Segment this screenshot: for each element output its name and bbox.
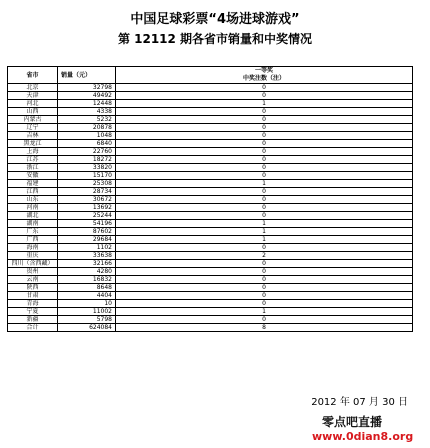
header-win-count: 中奖注数（注） — [242, 75, 285, 82]
sales-table — [7, 66, 413, 332]
cell-wins: 1 — [116, 180, 413, 188]
report-date: 2012 年 07 月 30 日 — [311, 397, 408, 408]
cell-province: 贵州 — [8, 268, 58, 276]
cell-sales: 624084 — [58, 324, 116, 332]
cell-wins: 8 — [116, 324, 413, 332]
cell-province: 海南 — [8, 244, 58, 252]
report-subtitle: 第 12112 期各省市销量和中奖情况 — [117, 32, 313, 46]
brand-url[interactable]: www.0dian8.org — [312, 430, 414, 443]
table-row — [8, 228, 413, 236]
cell-sales: 54196 — [58, 220, 116, 228]
cell-province: 四川（含西藏） — [8, 260, 58, 268]
table-row — [8, 116, 413, 124]
cell-wins: 0 — [116, 300, 413, 308]
cell-province: 宁夏 — [8, 308, 58, 316]
table-row — [8, 188, 413, 196]
cell-sales: 15170 — [58, 172, 116, 180]
cell-wins: 0 — [116, 92, 413, 100]
cell-wins: 0 — [116, 84, 413, 92]
cell-province: 内蒙古 — [8, 116, 58, 124]
report-title: 中国足球彩票“4场进球游戏” — [130, 12, 300, 27]
cell-sales: 4280 — [58, 268, 116, 276]
table-row — [8, 92, 413, 100]
table-row — [8, 100, 413, 108]
header-sales: 销量（元） — [58, 67, 116, 84]
table-row — [8, 316, 413, 324]
cell-province: 江西 — [8, 188, 58, 196]
cell-province: 天津 — [8, 92, 58, 100]
cell-sales: 33820 — [58, 164, 116, 172]
cell-province: 吉林 — [8, 132, 58, 140]
cell-province: 山西 — [8, 108, 58, 116]
cell-wins: 0 — [116, 204, 413, 212]
cell-province: 重庆 — [8, 252, 58, 260]
cell-province: 北京 — [8, 84, 58, 92]
cell-wins: 1 — [116, 308, 413, 316]
table-row — [8, 108, 413, 116]
table-row — [8, 260, 413, 268]
table-row — [8, 324, 413, 332]
header-first-prize: 一等奖 — [254, 67, 273, 74]
cell-wins: 1 — [116, 236, 413, 244]
cell-wins: 0 — [116, 244, 413, 252]
cell-province: 广西 — [8, 236, 58, 244]
cell-wins: 0 — [116, 212, 413, 220]
table-row — [8, 148, 413, 156]
table-row — [8, 220, 413, 228]
cell-province: 江苏 — [8, 156, 58, 164]
table-row — [8, 276, 413, 284]
cell-wins: 2 — [116, 252, 413, 260]
cell-sales: 8648 — [58, 284, 116, 292]
cell-wins: 0 — [116, 148, 413, 156]
cell-province: 河北 — [8, 100, 58, 108]
table-row — [8, 180, 413, 188]
cell-wins: 0 — [116, 164, 413, 172]
table-row — [8, 300, 413, 308]
cell-province: 合计 — [8, 324, 58, 332]
cell-province: 青海 — [8, 300, 58, 308]
table-row — [8, 196, 413, 204]
cell-sales: 1048 — [58, 132, 116, 140]
cell-wins: 0 — [116, 276, 413, 284]
table-row — [8, 236, 413, 244]
cell-province: 黑龙江 — [8, 140, 58, 148]
table-row — [8, 124, 413, 132]
table-row — [8, 132, 413, 140]
cell-province: 浙江 — [8, 164, 58, 172]
header-prize-group — [116, 67, 413, 84]
cell-wins: 0 — [116, 268, 413, 276]
cell-sales: 32798 — [58, 84, 116, 92]
cell-wins: 0 — [116, 316, 413, 324]
cell-sales: 1102 — [58, 244, 116, 252]
cell-sales: 25308 — [58, 180, 116, 188]
table-row — [8, 292, 413, 300]
table-row — [8, 164, 413, 172]
cell-wins: 0 — [116, 196, 413, 204]
cell-province: 安徽 — [8, 172, 58, 180]
cell-province: 广东 — [8, 228, 58, 236]
cell-province: 上海 — [8, 148, 58, 156]
cell-sales: 49492 — [58, 92, 116, 100]
cell-wins: 0 — [116, 108, 413, 116]
cell-sales: 4338 — [58, 108, 116, 116]
cell-wins: 0 — [116, 284, 413, 292]
cell-sales: 13692 — [58, 204, 116, 212]
table-row — [8, 204, 413, 212]
table-row — [8, 308, 413, 316]
cell-province: 新疆 — [8, 316, 58, 324]
cell-sales: 30672 — [58, 196, 116, 204]
cell-sales: 5798 — [58, 316, 116, 324]
cell-sales: 25244 — [58, 212, 116, 220]
cell-sales: 32166 — [58, 260, 116, 268]
table-row — [8, 140, 413, 148]
cell-sales: 11002 — [58, 308, 116, 316]
cell-wins: 0 — [116, 292, 413, 300]
cell-wins: 0 — [116, 188, 413, 196]
cell-wins: 1 — [116, 100, 413, 108]
cell-sales: 22760 — [58, 148, 116, 156]
cell-wins: 0 — [116, 172, 413, 180]
cell-wins: 0 — [116, 124, 413, 132]
cell-sales: 5232 — [58, 116, 116, 124]
cell-sales: 10 — [58, 300, 116, 308]
cell-province: 湖北 — [8, 212, 58, 220]
cell-province: 福建 — [8, 180, 58, 188]
cell-province: 河南 — [8, 204, 58, 212]
cell-wins: 0 — [116, 140, 413, 148]
cell-sales: 16832 — [58, 276, 116, 284]
cell-sales: 4404 — [58, 292, 116, 300]
cell-sales: 6840 — [58, 140, 116, 148]
cell-province: 山东 — [8, 196, 58, 204]
cell-province: 甘肃 — [8, 292, 58, 300]
brand-name: 零点吧直播 — [322, 415, 383, 429]
cell-province: 辽宁 — [8, 124, 58, 132]
cell-wins: 0 — [116, 260, 413, 268]
cell-province: 陕西 — [8, 284, 58, 292]
cell-province: 湖南 — [8, 220, 58, 228]
table-row — [8, 172, 413, 180]
cell-sales: 18272 — [58, 156, 116, 164]
table-row — [8, 268, 413, 276]
table-row — [8, 252, 413, 260]
header-province: 省市 — [8, 67, 58, 84]
cell-sales: 12448 — [58, 100, 116, 108]
table-row — [8, 212, 413, 220]
cell-wins: 0 — [116, 132, 413, 140]
cell-sales: 87602 — [58, 228, 116, 236]
cell-sales: 20878 — [58, 124, 116, 132]
cell-sales: 28734 — [58, 188, 116, 196]
table-row — [8, 156, 413, 164]
cell-wins: 1 — [116, 228, 413, 236]
table-row — [8, 284, 413, 292]
cell-wins: 0 — [116, 156, 413, 164]
cell-sales: 33638 — [58, 252, 116, 260]
cell-sales: 29684 — [58, 236, 116, 244]
table-row — [8, 84, 413, 92]
cell-province: 云南 — [8, 276, 58, 284]
table-header-row — [8, 67, 413, 84]
cell-wins: 0 — [116, 116, 413, 124]
table-row — [8, 244, 413, 252]
cell-wins: 1 — [116, 220, 413, 228]
